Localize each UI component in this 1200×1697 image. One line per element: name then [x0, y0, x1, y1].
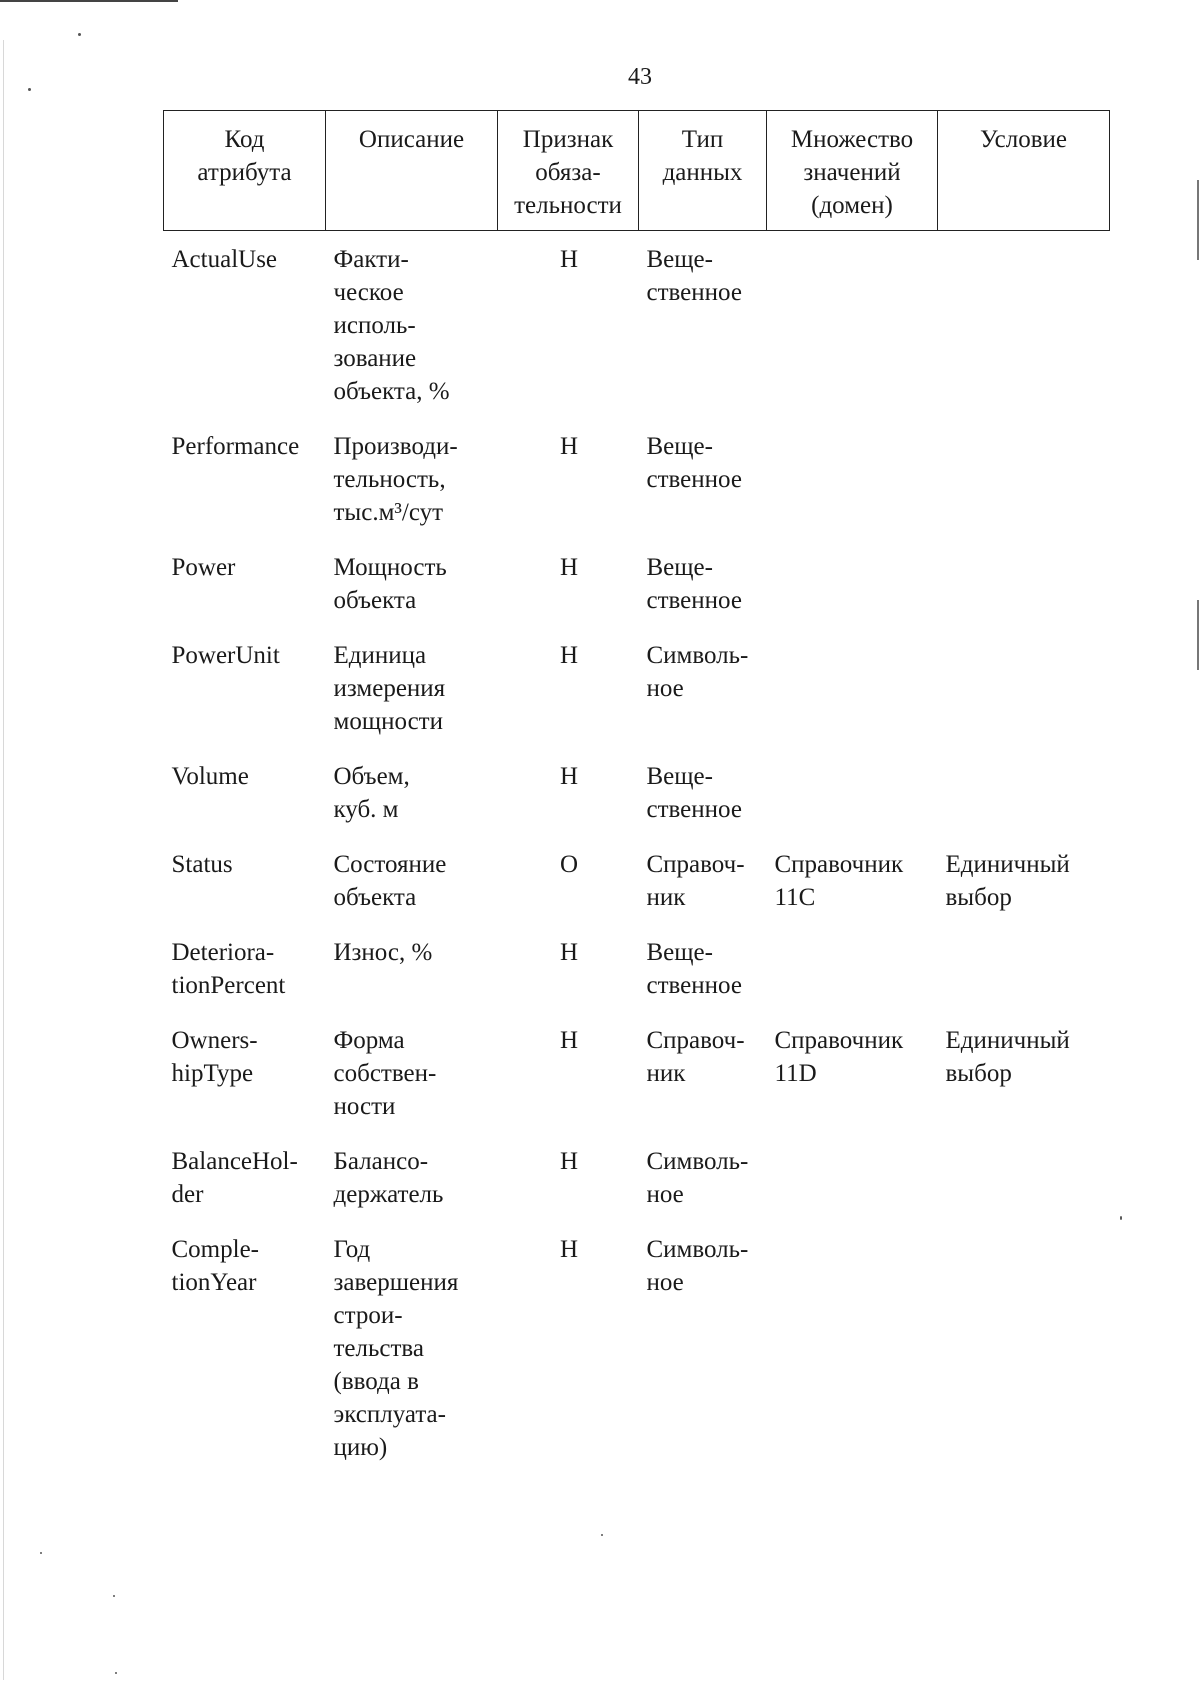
cell-attribute-code: Power [171, 554, 236, 581]
cell-data-type: Справоч- ник [646, 851, 745, 911]
cell-required-flag: Н [559, 1027, 579, 1054]
cell-required-flag: Н [559, 763, 579, 790]
cell-condition [938, 760, 1110, 848]
scan-speck [40, 1552, 42, 1554]
cell-description: Балансо- держатель [333, 1148, 444, 1208]
cell-condition: Единичный выбор [945, 1027, 1070, 1087]
cell-value-domain [767, 639, 938, 760]
cell-value-domain [767, 231, 938, 431]
table-row [164, 848, 1110, 936]
cell-value-domain: Справочник 11С [774, 851, 904, 911]
cell-value-domain [767, 430, 938, 551]
cell-condition [938, 430, 1110, 551]
header-condition: Условие [938, 111, 1110, 231]
cell-required-flag: Н [559, 246, 579, 273]
cell-description: Факти- ческое исполь- зование объекта, % [333, 246, 450, 405]
cell-description: Объем, куб. м [333, 763, 410, 823]
table-row [164, 231, 1110, 431]
table-row [164, 430, 1110, 551]
scan-speck [1120, 1216, 1122, 1220]
table-row [164, 1024, 1110, 1145]
header-attribute-code: Код атрибута [164, 111, 326, 231]
cell-required-flag: Н [559, 554, 579, 581]
header-required-flag: Признак обяза- тельности [498, 111, 639, 231]
cell-description: Год завершения строи- тельства (ввода в эксплуата- цию) [333, 1236, 459, 1461]
cell-attribute-code: Owners- hipType [171, 1027, 258, 1087]
cell-value-domain: Справочник 11D [774, 1027, 904, 1087]
cell-required-flag: Н [559, 433, 579, 460]
cell-value-domain [767, 551, 938, 639]
cell-condition [938, 1233, 1110, 1486]
cell-value-domain [767, 1233, 938, 1486]
scan-speck [115, 1672, 117, 1674]
scan-speck [113, 1595, 115, 1597]
cell-data-type: Веще- ственное [646, 246, 742, 306]
cell-condition [938, 1145, 1110, 1233]
cell-data-type: Символь- ное [646, 1148, 749, 1208]
scan-speck [78, 33, 81, 36]
cell-description: Производи- тельность, тыс.м³/сут [333, 433, 458, 526]
cell-attribute-code: Volume [171, 763, 249, 790]
cell-attribute-code: Comple- tionYear [171, 1236, 259, 1296]
table-header-row [164, 111, 1110, 231]
scan-speck [28, 88, 31, 91]
cell-description: Форма собствен- ности [333, 1027, 437, 1120]
table-row [164, 639, 1110, 760]
cell-data-type: Символь- ное [646, 642, 749, 702]
cell-value-domain [767, 760, 938, 848]
cell-required-flag: Н [559, 1236, 579, 1263]
cell-condition: Единичный выбор [945, 851, 1070, 911]
table-row [164, 1145, 1110, 1233]
page-number: 43 [628, 64, 652, 90]
cell-attribute-code: Performance [171, 433, 300, 460]
cell-condition [938, 551, 1110, 639]
cell-attribute-code: ActualUse [171, 246, 278, 273]
cell-condition [938, 936, 1110, 1024]
cell-required-flag: Н [559, 939, 579, 966]
cell-condition [938, 231, 1110, 431]
cell-data-type: Веще- ственное [646, 554, 742, 614]
scan-artifact-right-edge [1197, 180, 1199, 260]
cell-value-domain [767, 1145, 938, 1233]
cell-data-type: Веще- ственное [646, 763, 742, 823]
table-row [164, 936, 1110, 1024]
cell-attribute-code: PowerUnit [171, 642, 280, 669]
cell-attribute-code: Status [171, 851, 233, 878]
cell-attribute-code: Deteriora- tionPercent [171, 939, 286, 999]
header-value-domain: Множество значений (домен) [767, 111, 938, 231]
scan-speck [601, 1534, 603, 1536]
cell-description: Износ, % [333, 939, 433, 966]
cell-data-type: Веще- ственное [646, 939, 742, 999]
scan-artifact-right-edge [1197, 600, 1199, 670]
cell-required-flag: Н [559, 1148, 579, 1175]
table-row [164, 551, 1110, 639]
cell-description: Мощность объекта [333, 554, 447, 614]
cell-data-type: Веще- ственное [646, 433, 742, 493]
cell-value-domain [767, 936, 938, 1024]
cell-required-flag: О [559, 851, 579, 878]
cell-description: Состояние объекта [333, 851, 447, 911]
table-row [164, 760, 1110, 848]
cell-data-type: Символь- ное [646, 1236, 749, 1296]
cell-description: Единица измерения мощности [333, 642, 446, 735]
cell-attribute-code: BalanceHol- der [171, 1148, 298, 1208]
scan-artifact-left-edge [3, 40, 4, 1680]
cell-required-flag: Н [559, 642, 579, 669]
attribute-table [163, 110, 1110, 1486]
table-row [164, 1233, 1110, 1486]
cell-data-type: Справоч- ник [646, 1027, 745, 1087]
header-description: Описание [326, 111, 498, 231]
scan-artifact-top-line [0, 0, 178, 2]
header-data-type: Тип данных [639, 111, 767, 231]
cell-condition [938, 639, 1110, 760]
